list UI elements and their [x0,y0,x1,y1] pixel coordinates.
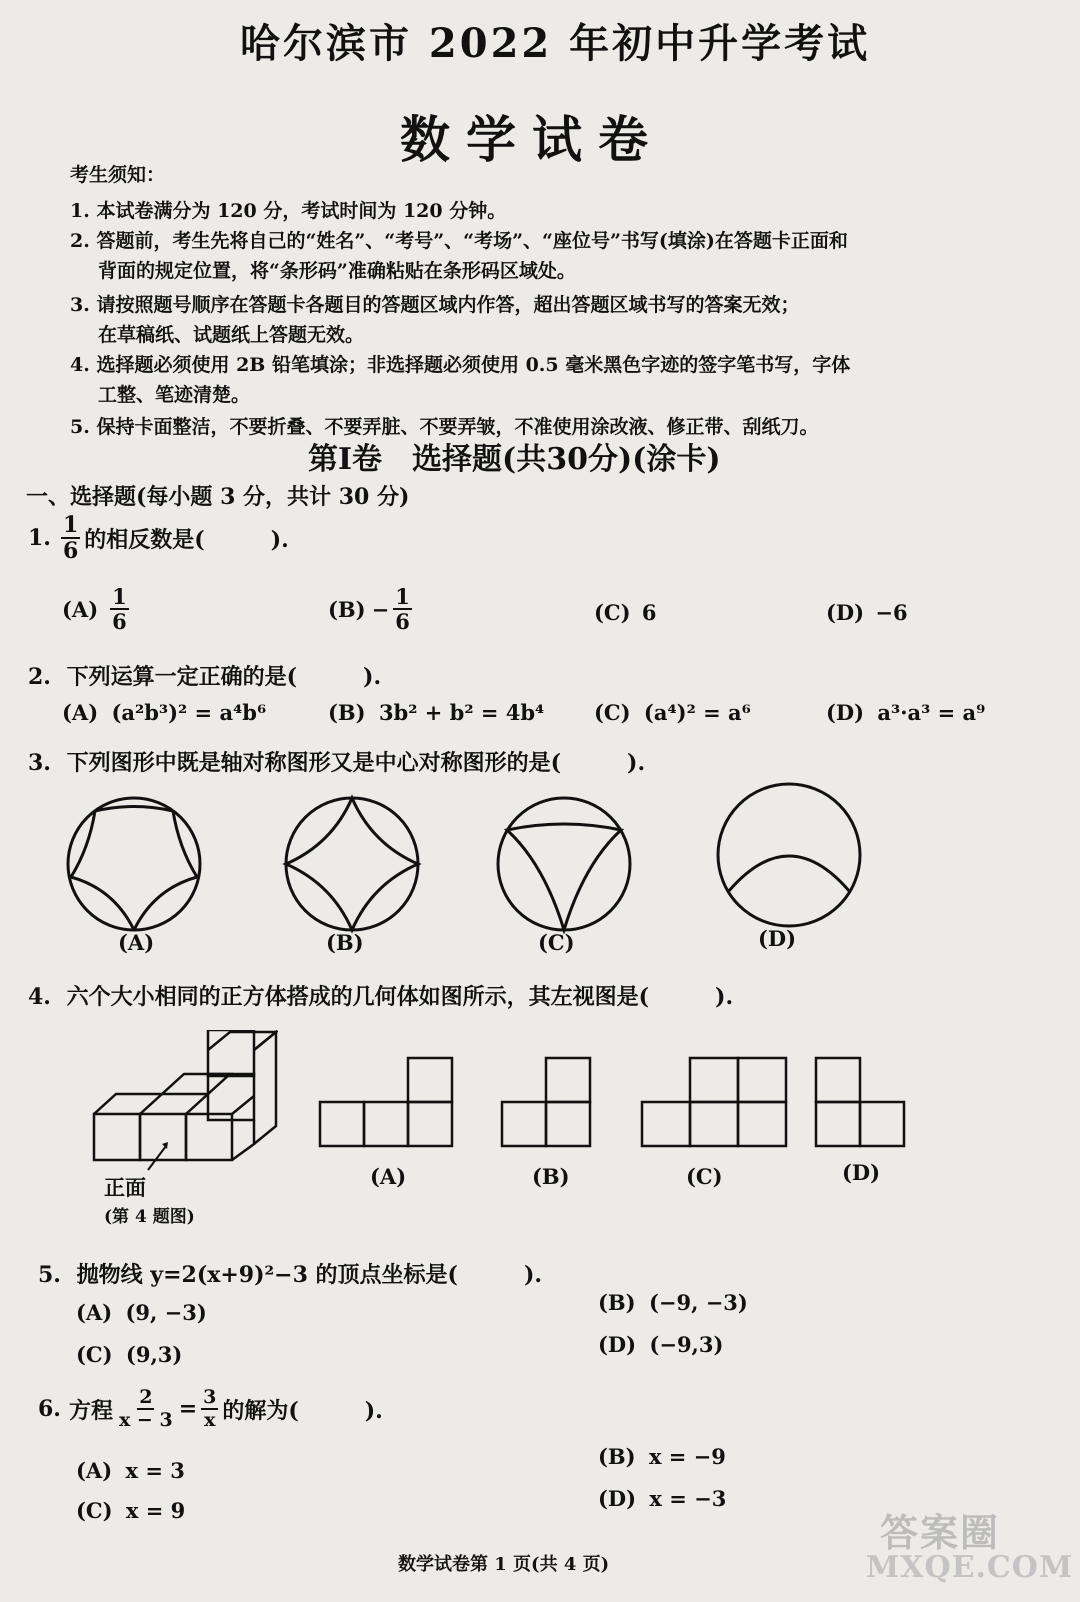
option-label: (B) [328,700,366,725]
one-arc-circle-figure [714,780,864,930]
option-value: a³·a³ = a⁹ [877,700,986,725]
option-value: x = −3 [649,1486,727,1511]
fraction-denominator: 6 [112,609,127,634]
option-c[interactable] [594,600,657,625]
question-4-stem [28,980,733,1011]
option-b[interactable] [328,700,544,725]
option-a[interactable] [62,586,129,632]
fraction-numerator: 1 [395,584,410,609]
question-text: 六个大小相同的正方体搭成的几何体如图所示，其左视图是( ). [66,984,734,1010]
question-2-stem [28,660,381,691]
option-c[interactable] [76,1342,182,1367]
figure-label-b: (B) [326,930,364,955]
option-label: (D) [598,1332,637,1357]
question-prefix: 方程 [68,1397,113,1424]
figure-caption: (第 4 题图) [104,1207,195,1227]
option-label: (D) [598,1486,637,1511]
option-b[interactable] [598,1444,726,1469]
notice-heading: 考生须知： [70,164,166,186]
question-text: 的相反数是( ). [84,526,289,553]
watermark-text: 答案圈 [880,1510,1001,1555]
option-value: (a²b³)² = a⁴b⁶ [111,700,267,725]
option-sign: − [371,596,390,622]
equals-sign: = [178,1396,198,1422]
question-3-stem [28,746,645,777]
section-title: 第Ⅰ卷 选择题(共30分)(涂卡) [308,442,721,477]
notice-line: 2. 答题前，考生先将自己的“姓名”、“考号”、“考场”、“座位号”书写(填涂)在答题卡正面和 [70,230,848,252]
view-d-drawing [814,1052,906,1148]
page-footer: 数学试卷第 1 页(共 4 页) [398,1554,610,1575]
view-c-drawing [640,1052,788,1148]
option-value: −6 [875,600,908,625]
exam-title: 哈尔滨市 2022 年初中升学考试 [240,20,871,67]
option-label: (A) [62,596,99,622]
question-number: 2. [28,664,51,690]
notice-line: 1. 本试卷满分为 120 分，考试时间为 120 分钟。 [70,200,507,222]
fraction-numerator: 2 [139,1386,153,1408]
question-number: 5. [38,1262,61,1288]
figure-option-d[interactable] [714,780,864,930]
option-label: (A) [62,700,99,725]
option-value: x = 3 [125,1458,185,1483]
fraction [201,1388,218,1430]
fraction-denominator: 6 [395,609,410,634]
option-value: (9,3) [125,1342,183,1367]
option-a[interactable] [76,1458,185,1483]
notice-line: 4. 选择题必须使用 2B 铅笔填涂；非选择题必须使用 0.5 毫米黑色字迹的签字笔书写，字体 [70,354,851,376]
question-text: 抛物线 y=2(x+9)²−3 的顶点坐标是( ). [76,1262,543,1288]
question-6-stem [38,1388,383,1430]
fraction-denominator: x − 3 [118,1409,173,1431]
option-b[interactable] [328,586,412,632]
four-arc-circle-figure [282,794,422,934]
part-title: 一、选择题(每小题 3 分，共计 30 分) [26,484,410,510]
view-option-b[interactable] [500,1052,592,1148]
option-value: (−9,3) [649,1332,724,1357]
view-option-d[interactable] [814,1052,906,1148]
option-value: 3b² + b² = 4b⁴ [378,700,545,725]
option-label: (C) [594,600,631,625]
question-number: 4. [28,984,51,1010]
option-label: (D) [826,600,865,625]
option-label: (B) [598,1444,636,1469]
view-label-d: (D) [842,1160,881,1185]
figure-label-c: (C) [538,930,575,955]
figure-option-a[interactable] [64,794,204,934]
option-a[interactable] [76,1300,207,1325]
option-c[interactable] [594,700,751,725]
option-label: (A) [76,1458,113,1483]
exam-subtitle: 数学试卷 [400,110,664,169]
cube-solid-drawing [88,1030,278,1180]
option-d[interactable] [598,1486,726,1511]
option-label: (A) [76,1300,113,1325]
option-label: (B) [328,596,366,622]
figure-label-a: (A) [118,930,155,955]
notice-line: 5. 保持卡面整洁，不要折叠、不要弄脏、不要弄皱，不准使用涂改液、修正带、刮纸刀。 [70,416,819,438]
view-option-c[interactable] [640,1052,788,1148]
option-label: (B) [598,1290,636,1315]
notice-line: 在草稿纸、试题纸上答题无效。 [98,324,365,346]
option-label: (C) [76,1498,113,1523]
cube-solid-figure [88,1030,278,1180]
fraction-numerator: 3 [203,1386,217,1408]
fraction [117,1388,175,1430]
view-a-drawing [318,1052,454,1148]
option-value: x = 9 [125,1498,186,1523]
view-label-b: (B) [532,1164,570,1189]
notice-line: 背面的规定位置，将“条形码”准确粘贴在条形码区域处。 [98,260,576,282]
fraction-numerator: 1 [62,512,79,538]
option-value: x = −9 [648,1444,726,1469]
question-number: 3. [28,750,51,776]
figure-option-b[interactable] [282,794,422,934]
option-value: (−9, −3) [648,1290,748,1315]
option-c[interactable] [76,1498,185,1523]
option-value: (a⁴)² = a⁶ [643,700,751,725]
option-value: (9, −3) [125,1300,207,1325]
view-option-a[interactable] [318,1052,454,1148]
question-text: 的解为( ). [222,1397,383,1424]
option-value: 6 [641,600,657,625]
fraction [393,586,412,632]
view-b-drawing [500,1052,592,1148]
option-label: (C) [76,1342,113,1367]
view-label-c: (C) [686,1164,723,1189]
figure-label-d: (D) [758,926,797,951]
notice-line: 工整、笔迹清楚。 [98,384,251,406]
option-d[interactable] [826,600,908,625]
front-arrow [148,1146,166,1170]
question-text: 下列运算一定正确的是( ). [66,664,382,690]
option-label: (C) [594,700,631,725]
three-arc-circle-figure [494,794,634,934]
option-d[interactable] [598,1332,723,1357]
question-5-stem [38,1258,542,1289]
fraction [110,586,129,632]
question-number: 1. [28,525,51,551]
notice-line: 3. 请按照题号顺序在答题卡各题目的答题区域内作答，超出答题区域书写的答案无效； [70,294,800,316]
question-1-stem [28,514,289,562]
front-label: 正面 [104,1175,146,1200]
watermark-url: MXQE.COM [866,1550,1074,1585]
option-label: (D) [826,700,865,725]
view-label-a: (A) [370,1164,407,1189]
option-d[interactable] [826,700,985,725]
option-b[interactable] [598,1290,748,1315]
question-number: 6. [38,1396,61,1422]
fraction-numerator: 1 [112,584,127,609]
fraction-denominator: 6 [62,538,79,564]
option-a[interactable] [62,700,266,725]
five-arc-circle-figure [64,794,204,934]
fraction [61,514,80,562]
figure-option-c[interactable] [494,794,634,934]
question-text: 下列图形中既是轴对称图形又是中心对称图形的是( ). [66,750,646,776]
fraction-denominator: x [204,1409,216,1431]
